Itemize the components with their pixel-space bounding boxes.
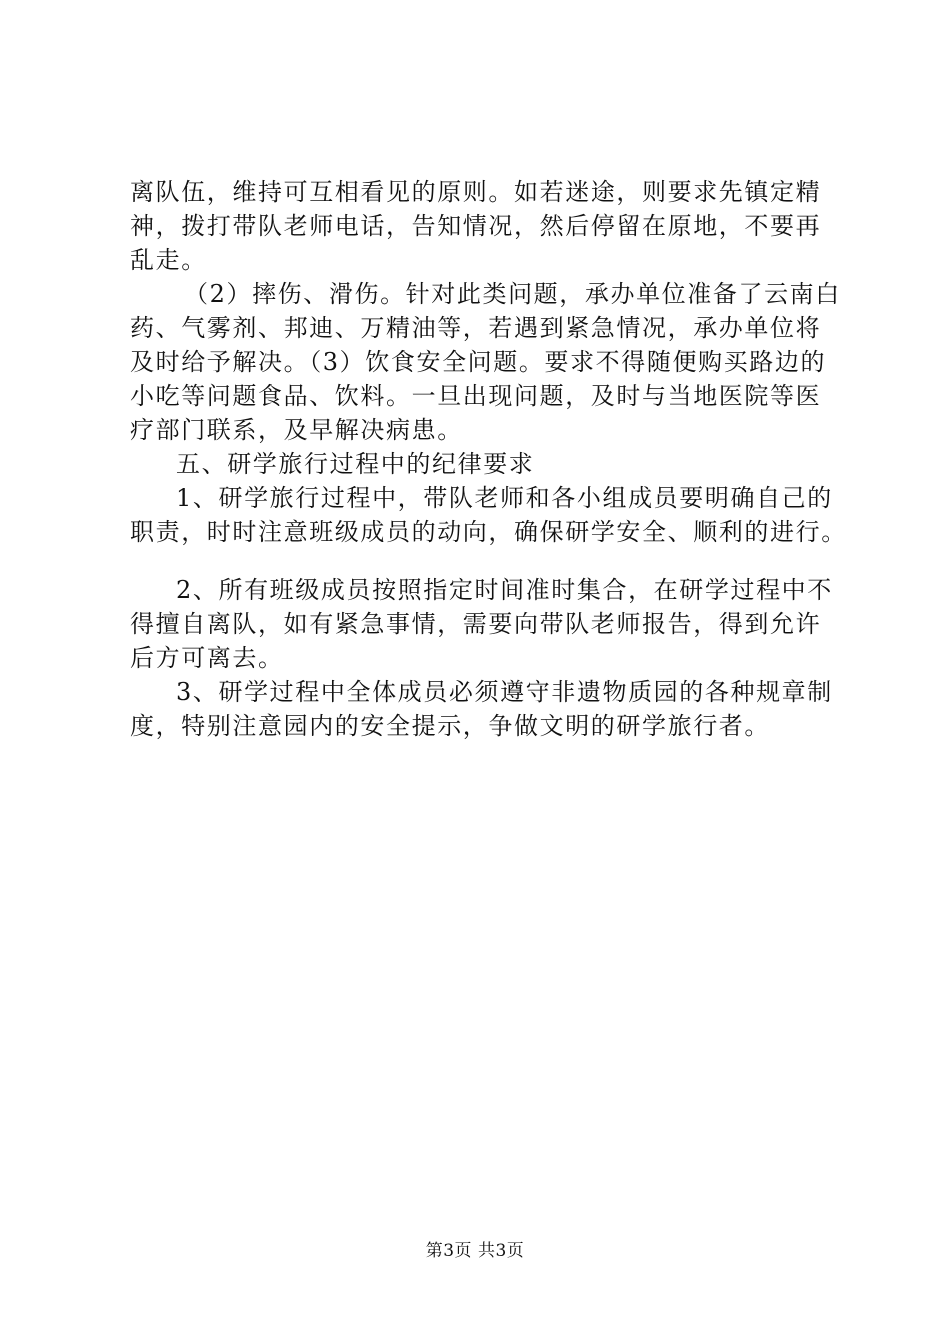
paragraph-line: 度，特别注意园内的安全提示，争做文明的研学旅行者。: [130, 712, 770, 740]
paragraph-line: 及时给予解决。（3）饮食安全问题。要求不得随便购买路边的: [130, 348, 827, 376]
paragraph-line: （2）摔伤、滑伤。针对此类问题，承办单位准备了云南白: [184, 280, 841, 308]
paragraph-line: 1、研学旅行过程中，带队老师和各小组成员要明确自己的: [176, 484, 833, 512]
paragraph-line: 2、所有班级成员按照指定时间准时集合，在研学过程中不: [176, 576, 833, 604]
paragraph-line: 乱走。: [130, 246, 207, 274]
paragraph-line: 得擅自离队，如有紧急事情，需要向带队老师报告，得到允许: [130, 610, 822, 638]
paragraph-line: 3、研学过程中全体成员必须遵守非遗物质园的各种规章制: [176, 678, 833, 706]
paragraph-line: 神，拨打带队老师电话，告知情况，然后停留在原地，不要再: [130, 212, 822, 240]
section-heading: 五、研学旅行过程中的纪律要求: [176, 450, 535, 478]
page-number-footer: 第3页 共3页: [425, 1241, 525, 1261]
paragraph-line: 职责，时时注意班级成员的动向，确保研学安全、顺利的进行。: [130, 518, 847, 546]
paragraph-line: 小吃等问题食品、饮料。一旦出现问题，及时与当地医院等医: [130, 382, 822, 410]
paragraph-line: 离队伍，维持可互相看见的原则。如若迷途，则要求先镇定精: [130, 178, 822, 206]
paragraph-line: 疗部门联系，及早解决病患。: [130, 416, 463, 444]
paragraph-line: 药、气雾剂、邦迪、万精油等，若遇到紧急情况，承办单位将: [130, 314, 822, 342]
paragraph-line: 后方可离去。: [130, 644, 284, 672]
